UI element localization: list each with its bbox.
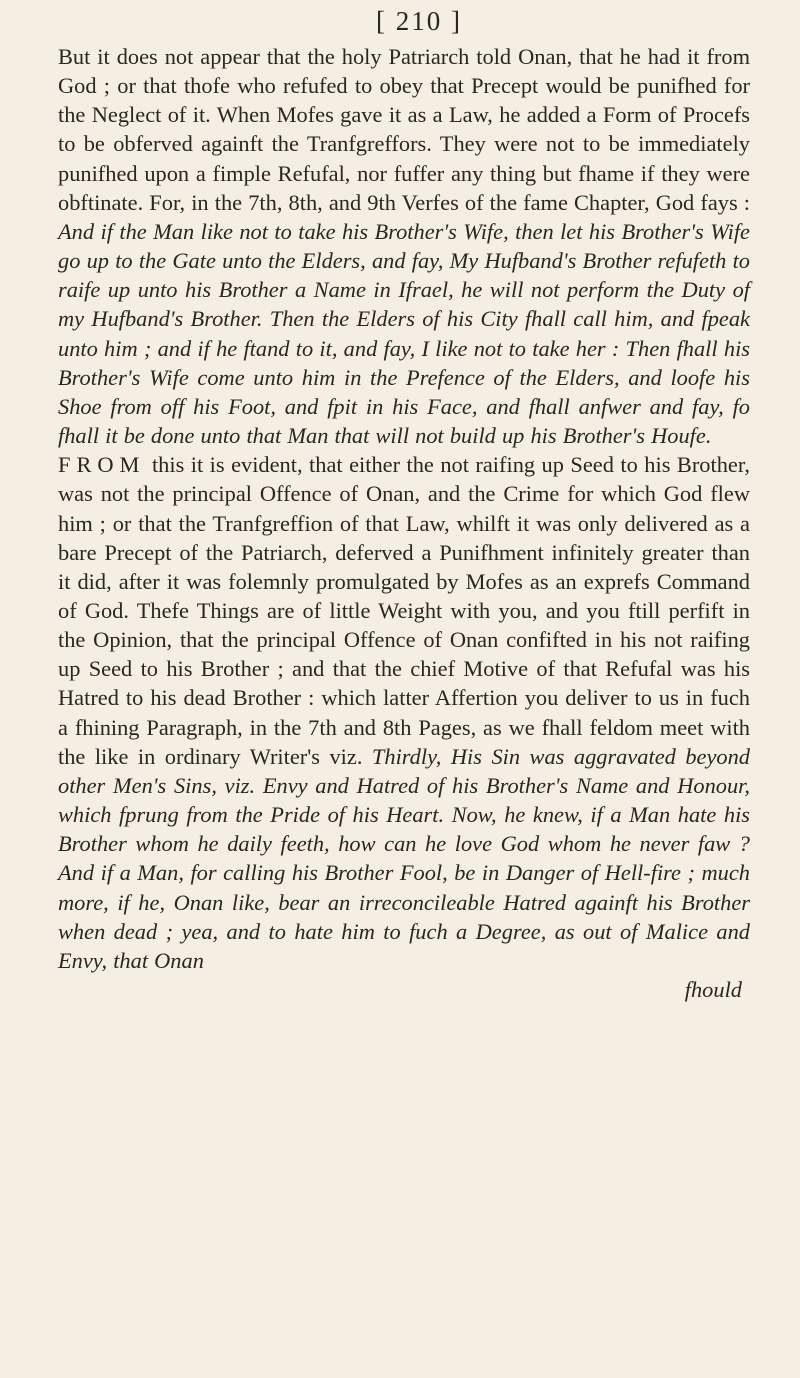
paragraph-2 (58, 450, 750, 975)
catchword: fhould (684, 977, 742, 1002)
page-body (58, 42, 750, 975)
scripture-quote-1: And if the Man like not to take his Brother's Wife, then let his Brother's Wife go up to the Gate unto the Elders, and fay, My Hufband's Brother refufeth to raife up unto his Brother a Name in Ifrael, he will not perform the Duty of my Hufband's Brother. Then the Elders of his City fhall call him, and fpeak unto him ; and if he ftand to it, and fay, I like not to take her : Then fhall his Brother's Wife come unto him in the Prefence of the Elders, and loofe his Shoe from off his Foot, and fpit in his Face, and fhall anfwer and fay, fo fhall it be done unto that Man that will not build up his Brother's Houfe. (58, 218, 750, 449)
paragraph-2-lead: FROM (58, 452, 146, 478)
paragraph-1 (58, 42, 750, 450)
page-number: [ 210 ] (376, 6, 462, 36)
scripture-quote-2: Thirdly, His Sin was aggravated beyond other Men's Sins, viz. Envy and Hatred of his Brother's Name and Honour, which fprung from the Pride of his Heart. Now, he knew, if a Man hate his Brother whom he daily feeth, how can he love God whom he never faw ? And if a Man, for calling his Brother Fool, be in Danger of Hell-fire ; much more, if he, Onan like, bear an irreconcileable Hatred againft his Brother when dead ; yea, and to hate him to fuch a Degree, as out of Malice and Envy, that Onan (58, 743, 750, 973)
paragraph-1-text: But it does not appear that the holy Patriarch told Onan, that he had it from God ; or that thofe who refufed to obey that Precept would be punifhed for the Neglect of it. When Mofes gave it as a Law, he added a Form of Procefs to be obferved againft the Tranfgreffors. They were not to be immediately punifhed upon a fimple Refufal, nor fuffer any thing but fhame if they were obftinate. For, in the 7th, 8th, and 9th Verfes of the fame Chapter, God fays : (58, 44, 750, 215)
paragraph-2-text: this it is evident, that either the not raifing up Seed to his Brother, was not the principal Offence of Onan, and the Crime for which God flew him ; or that the Tranfgreffion of that Law, whilft it was only delivered as a bare Precept of the Patriarch, deferved a Punifhment infinitely greater than it did, after it was folemnly promulgated by Mofes as an exprefs Command of God. Thefe Things are of little Weight with you, and you ftill perfift in the Opinion, that the principal Offence of Onan confifted in his not raifing up Seed to his Brother ; and that the chief Motive of that Refufal was his Hatred to his dead Brother : which latter Affertion you deliver to us in fuch a fhining Paragraph, in the 7th and 8th Pages, as we fhall feldom meet with the like in ordinary Writer's viz. (58, 452, 750, 769)
